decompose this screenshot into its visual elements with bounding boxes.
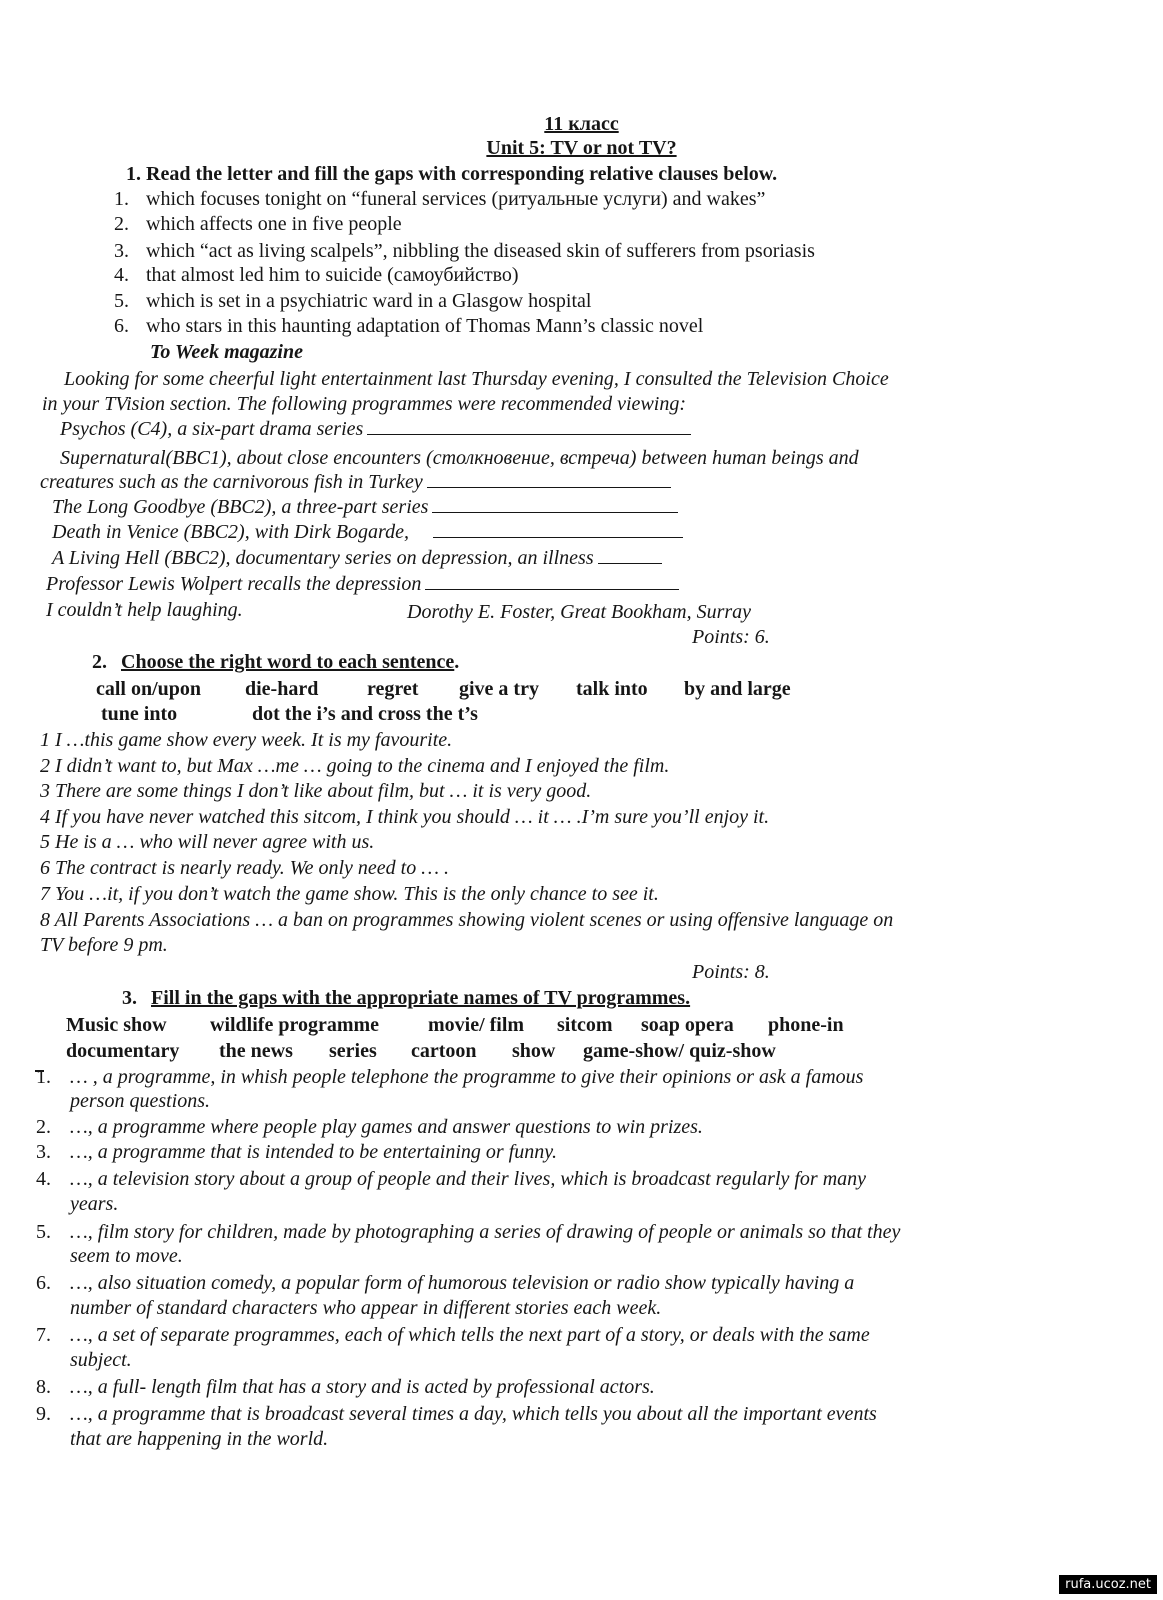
word-bank-item: game-show/ quiz-show bbox=[583, 1040, 776, 1062]
letter-line-text: Death in Venice (BBC2), with Dirk Bogarde, bbox=[52, 521, 409, 543]
clause-item bbox=[114, 289, 592, 313]
clause-number: 3. bbox=[114, 240, 129, 262]
letter-recipient: To Week magazine bbox=[150, 341, 303, 363]
definition-text: …, a programme where people play games and answer questions to win prizes. bbox=[70, 1116, 703, 1138]
sentence-continuation: TV before 9 pm. bbox=[40, 934, 168, 956]
definition-text: that are happening in the world. bbox=[70, 1428, 329, 1450]
word-bank-item: give a try bbox=[459, 678, 539, 700]
clause-item bbox=[114, 212, 402, 236]
clause-item bbox=[114, 239, 815, 263]
task2-title-end: . bbox=[454, 651, 460, 673]
definition-text: years. bbox=[70, 1193, 119, 1215]
word-bank-item: series bbox=[329, 1040, 377, 1062]
sentence-item: 5 He is a … who will never agree with us. bbox=[40, 831, 375, 853]
definition-text: …, a set of separate programmes, each of which tells the next part of a story, or deals with the same bbox=[70, 1324, 870, 1346]
definition-text: number of standard characters who appear in different stories each week. bbox=[70, 1297, 662, 1319]
word-bank-item: Music show bbox=[66, 1014, 167, 1036]
letter-line-text: creatures such as the carnivorous fish in Turkey bbox=[40, 471, 423, 493]
answer-blank bbox=[427, 473, 671, 488]
clause-number: 4. bbox=[114, 264, 129, 286]
word-bank-item: wildlife programme bbox=[210, 1014, 380, 1036]
clause-item bbox=[114, 314, 704, 338]
grade-heading: 11 класс bbox=[544, 113, 619, 135]
clause-item bbox=[114, 187, 766, 211]
sentence-item: 6 The contract is nearly ready. We only need to … . bbox=[40, 857, 450, 879]
letter-line bbox=[52, 546, 662, 570]
word-bank-item: dot the i’s and cross the t’s bbox=[252, 703, 478, 725]
clause-text: which “act as living scalpels”, nibbling the diseased skin of sufferers from psoriasis bbox=[146, 240, 815, 262]
task2-number: 2. bbox=[92, 651, 107, 673]
definition-number: 8. bbox=[36, 1376, 51, 1398]
answer-blank bbox=[598, 549, 662, 564]
definition-text: person questions. bbox=[70, 1090, 210, 1112]
clause-item bbox=[114, 263, 519, 287]
sentence-item: 1 I …this game show every week. It is my favourite. bbox=[40, 729, 453, 751]
word-bank-item: phone-in bbox=[768, 1014, 844, 1036]
word-bank-item: the news bbox=[219, 1040, 293, 1062]
definition-text: …, a television story about a group of people and their lives, which is broadcast regularly for many bbox=[70, 1168, 867, 1190]
answer-blank bbox=[432, 498, 678, 513]
word-bank-item: regret bbox=[367, 678, 419, 700]
letter-line bbox=[52, 495, 678, 519]
word-bank-item: show bbox=[512, 1040, 556, 1062]
task1-title: 1. Read the letter and fill the gaps with corresponding relative clauses below. bbox=[126, 163, 778, 185]
word-bank-item: talk into bbox=[576, 678, 648, 700]
letter-line bbox=[46, 572, 679, 596]
sentence-item: 4 If you have never watched this sitcom, I think you should … it … .I’m sure you’ll enjoy it. bbox=[40, 806, 770, 828]
clause-number: 1. bbox=[114, 188, 129, 210]
definition-number: 7. bbox=[36, 1324, 51, 1346]
definition-text: …, a programme that is broadcast several times a day, which tells you about all the important events bbox=[70, 1403, 877, 1425]
sentence-item: 8 All Parents Associations … a ban on programmes showing violent scenes or using offensive language on bbox=[40, 909, 894, 931]
task2-title-text: Choose the right word to each sentence bbox=[121, 651, 455, 673]
word-bank-item: sitcom bbox=[557, 1014, 613, 1036]
word-bank-item: by and large bbox=[684, 678, 791, 700]
letter-line-text: A Living Hell (BBC2), documentary series on depression, an illness bbox=[52, 547, 594, 569]
task3-title bbox=[122, 986, 690, 1010]
answer-blank bbox=[433, 523, 683, 538]
word-bank-item: tune into bbox=[101, 703, 178, 725]
clause-text: which focuses tonight on “funeral services (ритуальные услуги) and wakes” bbox=[146, 188, 766, 210]
letter-line-text: Psychos (C4), a six-part drama series bbox=[60, 418, 364, 440]
task2-title bbox=[92, 650, 459, 674]
letter-line: Looking for some cheerful light entertainment last Thursday evening, I consulted the Television Choice bbox=[64, 368, 889, 390]
answer-blank bbox=[367, 420, 691, 435]
letter-line bbox=[52, 520, 683, 544]
letter-line-text: The Long Goodbye (BBC2), a three-part series bbox=[52, 496, 429, 518]
clause-text: which affects one in five people bbox=[146, 213, 402, 235]
clause-text: who stars in this haunting adaptation of Thomas Mann’s classic novel bbox=[146, 315, 704, 337]
sentence-item: 3 There are some things I don’t like about film, but … it is very good. bbox=[40, 780, 592, 802]
definition-text: …, also situation comedy, a popular form of humorous television or radio show typically having a bbox=[70, 1272, 855, 1294]
word-bank-item: documentary bbox=[66, 1040, 180, 1062]
definition-text: …, a programme that is intended to be entertaining or funny. bbox=[70, 1141, 558, 1163]
word-bank-item: movie/ film bbox=[428, 1014, 525, 1036]
task3-number: 3. bbox=[122, 987, 137, 1009]
word-bank-item: soap opera bbox=[641, 1014, 734, 1036]
letter-closing: I couldn’t help laughing. bbox=[46, 599, 243, 621]
word-bank-item: die-hard bbox=[245, 678, 319, 700]
clause-text: which is set in a psychiatric ward in a Glasgow hospital bbox=[146, 290, 592, 312]
word-bank-item: call on/upon bbox=[96, 678, 202, 700]
word-bank-item: cartoon bbox=[411, 1040, 477, 1062]
definition-number: 6. bbox=[36, 1272, 51, 1294]
letter-line: in your TVision section. The following programmes were recommended viewing: bbox=[42, 393, 686, 415]
sentence-item: 7 You …it, if you don’t watch the game show. This is the only chance to see it. bbox=[40, 883, 659, 905]
site-watermark: rufa.ucoz.net bbox=[1059, 1575, 1157, 1594]
clause-number: 5. bbox=[114, 290, 129, 312]
letter-line-text: Professor Lewis Wolpert recalls the depression bbox=[46, 573, 422, 595]
unit-heading: Unit 5: TV or not TV? bbox=[486, 137, 677, 159]
definition-number: 2. bbox=[36, 1116, 51, 1138]
letter-line: Supernatural(BBC1), about close encounters (столкновение, встреча) between human beings and bbox=[60, 447, 859, 469]
clause-number: 6. bbox=[114, 315, 129, 337]
letter-line bbox=[60, 417, 691, 441]
definition-text: seem to move. bbox=[70, 1245, 183, 1267]
task3-title-text: Fill in the gaps with the appropriate names of TV programmes. bbox=[151, 987, 691, 1009]
sentence-item: 2 I didn’t want to, but Max …me … going to the cinema and I enjoyed the film. bbox=[40, 755, 670, 777]
definition-number: 3. bbox=[36, 1141, 51, 1163]
answer-blank bbox=[425, 575, 679, 590]
definition-number: 5. bbox=[36, 1221, 51, 1243]
letter-line bbox=[40, 470, 671, 494]
definition-text: …, a full- length film that has a story and is acted by professional actors. bbox=[70, 1376, 655, 1398]
definition-text: … , a programme, in whish people telephone the programme to give their opinions or ask a famous bbox=[70, 1066, 864, 1088]
definition-number: 4. bbox=[36, 1168, 51, 1190]
clause-text: that almost led him to suicide (самоубийство) bbox=[146, 264, 519, 286]
definition-number: 1. bbox=[36, 1066, 51, 1088]
task2-points: Points: 8. bbox=[692, 961, 770, 983]
task1-points: Points: 6. bbox=[692, 626, 770, 648]
definition-text: …, film story for children, made by photographing a series of drawing of people or animals so that they bbox=[70, 1221, 901, 1243]
definition-number: 9. bbox=[36, 1403, 51, 1425]
letter-signature: Dorothy E. Foster, Great Bookham, Surray bbox=[407, 601, 752, 623]
definition-text: subject. bbox=[70, 1349, 132, 1371]
clause-number: 2. bbox=[114, 213, 129, 235]
